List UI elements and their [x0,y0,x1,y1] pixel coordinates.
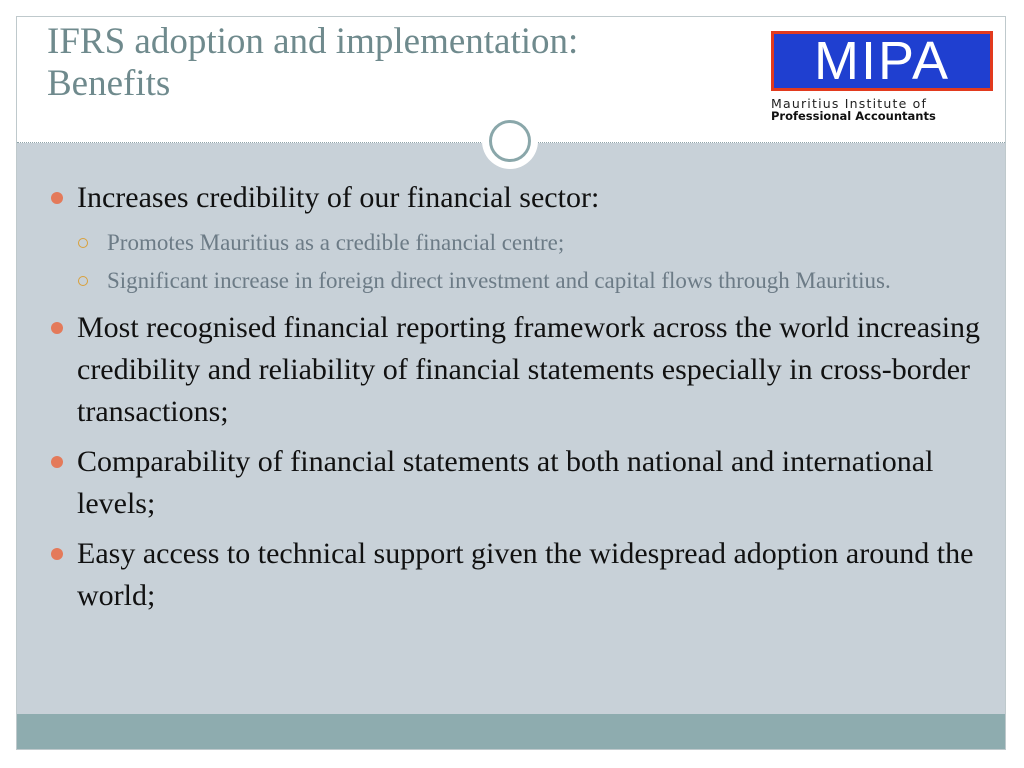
logo-subtitle-line1: Mauritius Institute of [771,96,928,111]
bullet-dot-icon [51,456,63,468]
bullet-dot-icon [51,192,63,204]
bullet-text: Most recognised financial reporting framework across the world increasing credibility and reliability of financial statements especially in cross-border transactions; [77,311,981,428]
bullet-item [47,441,987,525]
slide [16,16,1006,750]
circle-ornament-inner [489,120,531,162]
sub-bullet-item [47,265,987,297]
bullet-item [47,533,987,617]
bullet-dot-icon [51,322,63,334]
sub-bullet-text: Significant increase in foreign direct investment and capital flows through Mauritius. [107,268,891,293]
logo-box [771,31,993,91]
sub-bullet-text: Promotes Mauritius as a credible financial centre; [107,230,565,255]
slide-title [47,21,767,105]
slide-body [47,177,987,625]
sub-bullet-circle-icon [78,276,88,286]
bullet-dot-icon [51,548,63,560]
bullet-item [47,307,987,433]
logo-subtitle-line2: Professional Accountants [771,109,936,123]
slide-footer-band [17,714,1005,749]
circle-ornament-icon [482,113,538,169]
logo-wordmark: MIPA [813,31,950,91]
slide-title-line2: Benefits [47,63,171,104]
sub-bullet-circle-icon [78,238,88,248]
bullet-item [47,177,987,219]
bullet-text: Easy access to technical support given the widespread adoption around the world; [77,537,974,612]
sub-bullet-item [47,227,987,259]
bullet-text: Increases credibility of our financial sector: [77,181,600,214]
bullet-text: Comparability of financial statements at both national and international levels; [77,445,934,520]
mipa-logo [769,31,999,123]
slide-title-line1: IFRS adoption and implementation: [47,21,579,62]
